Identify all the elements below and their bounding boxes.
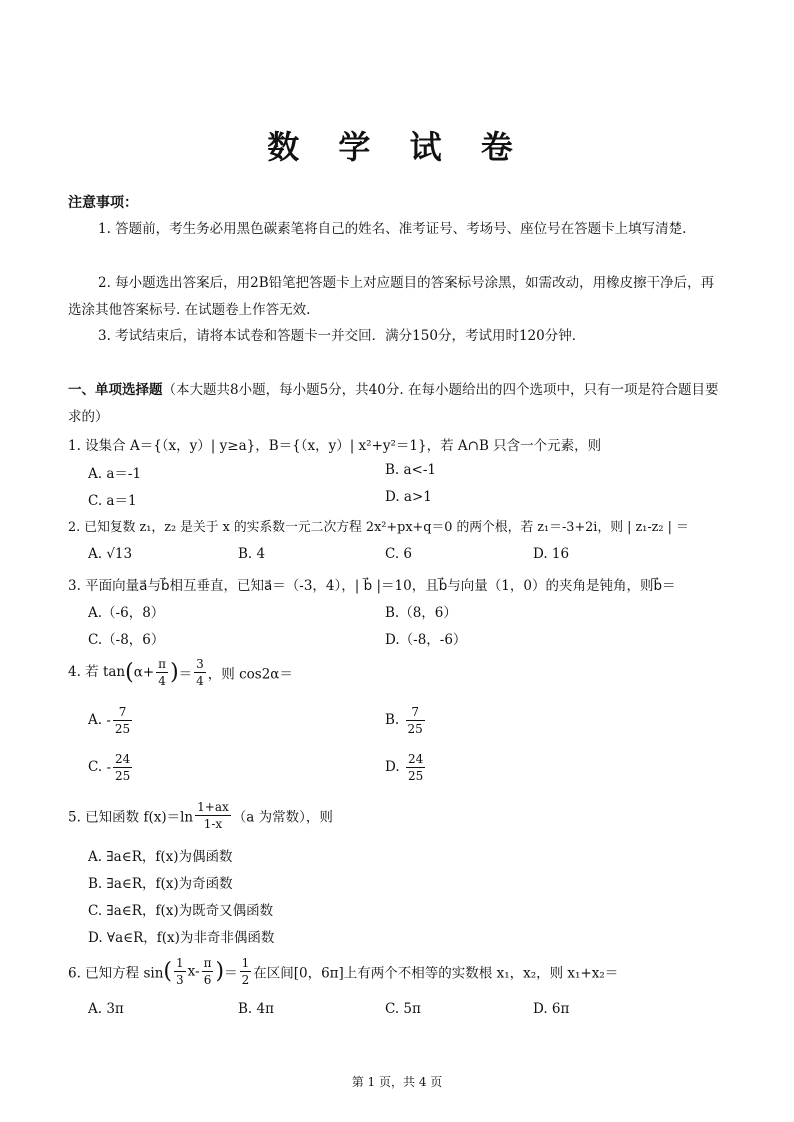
- q4-prefix: 4. 若 tan: [68, 664, 126, 680]
- q2-option-b: B. 4: [238, 546, 266, 562]
- q2-option-c: C. 6: [385, 546, 413, 562]
- q1-option-a: A. a＝-1: [88, 466, 142, 482]
- question-2-stem: 2. 已知复数 z₁，z₂ 是关于 x 的实系数一元二次方程 2x²+px+q＝0 的两个根，若 z₁＝-3+2i，则 | z₁-z₂ | ＝: [68, 520, 689, 535]
- q5-suffix: （a 为常数），则: [232, 809, 333, 826]
- note-item: 2. 每小题选出答案后，用2B铅笔把答题卡上对应题目的答案标号涂黑，如需改动，用橡皮擦干净后，再选涂其他答案标号. 在试题卷上作答无效.: [68, 275, 715, 318]
- q5-option-d: D. ∀a∈R，f(x)为非奇非偶函数: [88, 930, 275, 946]
- q5-prefix: 5. 已知函数 f(x)＝ln: [68, 809, 194, 826]
- notes-heading: 注意事项：: [68, 195, 138, 211]
- section-title: 一、单项选择题: [68, 382, 163, 398]
- q6-suffix: 在区间[0，6π]上有两个不相等的实数根 x₁，x₂，则 x₁+x₂＝: [253, 965, 619, 982]
- q4-option-c: C. - $\frac{24}{25}$: [88, 752, 131, 783]
- q2-option-a: A. √13: [88, 546, 133, 562]
- q1-option-c: C. a＝1: [88, 493, 137, 509]
- q4-suffix: ，则 cos2α＝: [207, 666, 293, 683]
- q1-option-d: D. a>1: [385, 489, 432, 505]
- q6-option-d: D. 6π: [533, 1001, 570, 1017]
- question-5-stem: [68, 799, 333, 832]
- section-desc: （本大题共8小题，每小题5分，共40分. 在每小题给出的四个选项中，只有一项是符合题目要求的）: [68, 382, 719, 425]
- q4-arg: α+: [133, 664, 155, 681]
- question-4-stem: 4. 若 tan(α+ $\frac{\pi}{4}$ )＝ $\frac{3}{4}$ ，则 cos2α＝: [68, 657, 293, 688]
- q3-option-c: C.（-8，6）: [88, 632, 165, 648]
- q4-option-b: B. $\frac{7}{25}$: [385, 705, 423, 736]
- q5-option-c: C. ∃a∈R，f(x)为既奇又偶函数: [88, 903, 274, 919]
- q4-option-a: A. - $\frac{7}{25}$: [88, 705, 131, 736]
- question-3-stem: 3. 平面向量a⃗与b⃗相互垂直，已知a⃗＝（-3，4），| b⃗ |＝10，且b⃗与向量（1，0）的夹角是钝角，则b⃗＝: [68, 578, 676, 594]
- note-item: 3. 考试结束后，请将本试卷和答题卡一并交回．满分150分，考试用时120分钟．: [98, 328, 586, 344]
- q1-option-b: B. a<-1: [385, 462, 437, 478]
- q3-option-b: B.（8，6）: [385, 605, 457, 621]
- question-6-stem: 6. 已知方程 sin( $\frac{1}{3}$ x- $\frac{\pi}{6}$ )＝ $\frac{1}{2}$ 在区间[0，6π]上有两个不相等的实数根 x₁，x₂，则 x₁+x₂＝: [68, 956, 619, 987]
- note-item: 1. 答题前，考生务必用黑色碳素笔将自己的姓名、准考证号、考场号、座位号在答题卡上填写清楚.: [98, 221, 687, 237]
- q6-option-c: C. 5π: [385, 1001, 421, 1017]
- q2-option-d: D. 16: [533, 546, 570, 562]
- section-heading: [68, 377, 726, 431]
- q3-option-a: A.（-6，8）: [88, 605, 165, 621]
- page-title: 数 学 试 卷: [267, 128, 527, 166]
- q4-rhs-fraction: $\frac{3}{4}$: [196, 657, 204, 688]
- question-1-stem: 1. 设集合 A＝{（x，y）| y≥a}，B＝{（x，y）| x²+y²＝1}，若 A∩B 只含一个元素，则: [68, 438, 602, 454]
- q6-prefix: 6. 已知方程 sin: [68, 965, 164, 982]
- q6-option-b: B. 4π: [238, 1001, 274, 1017]
- q4-option-d: D. $\frac{24}{25}$: [385, 752, 424, 783]
- q3-option-d: D.（-8，-6）: [385, 632, 467, 648]
- q5-fraction: $\frac{1+ax}{1-x}$: [197, 800, 229, 831]
- page-footer: 第 1 页，共 4 页: [351, 1075, 443, 1089]
- q4-arg-fraction: $\frac{\pi}{4}$: [158, 657, 167, 688]
- q6-option-a: A. 3π: [88, 1001, 124, 1017]
- q5-option-a: A. ∃a∈R，f(x)为偶函数: [88, 849, 233, 865]
- q5-option-b: B. ∃a∈R，f(x)为奇函数: [88, 876, 233, 892]
